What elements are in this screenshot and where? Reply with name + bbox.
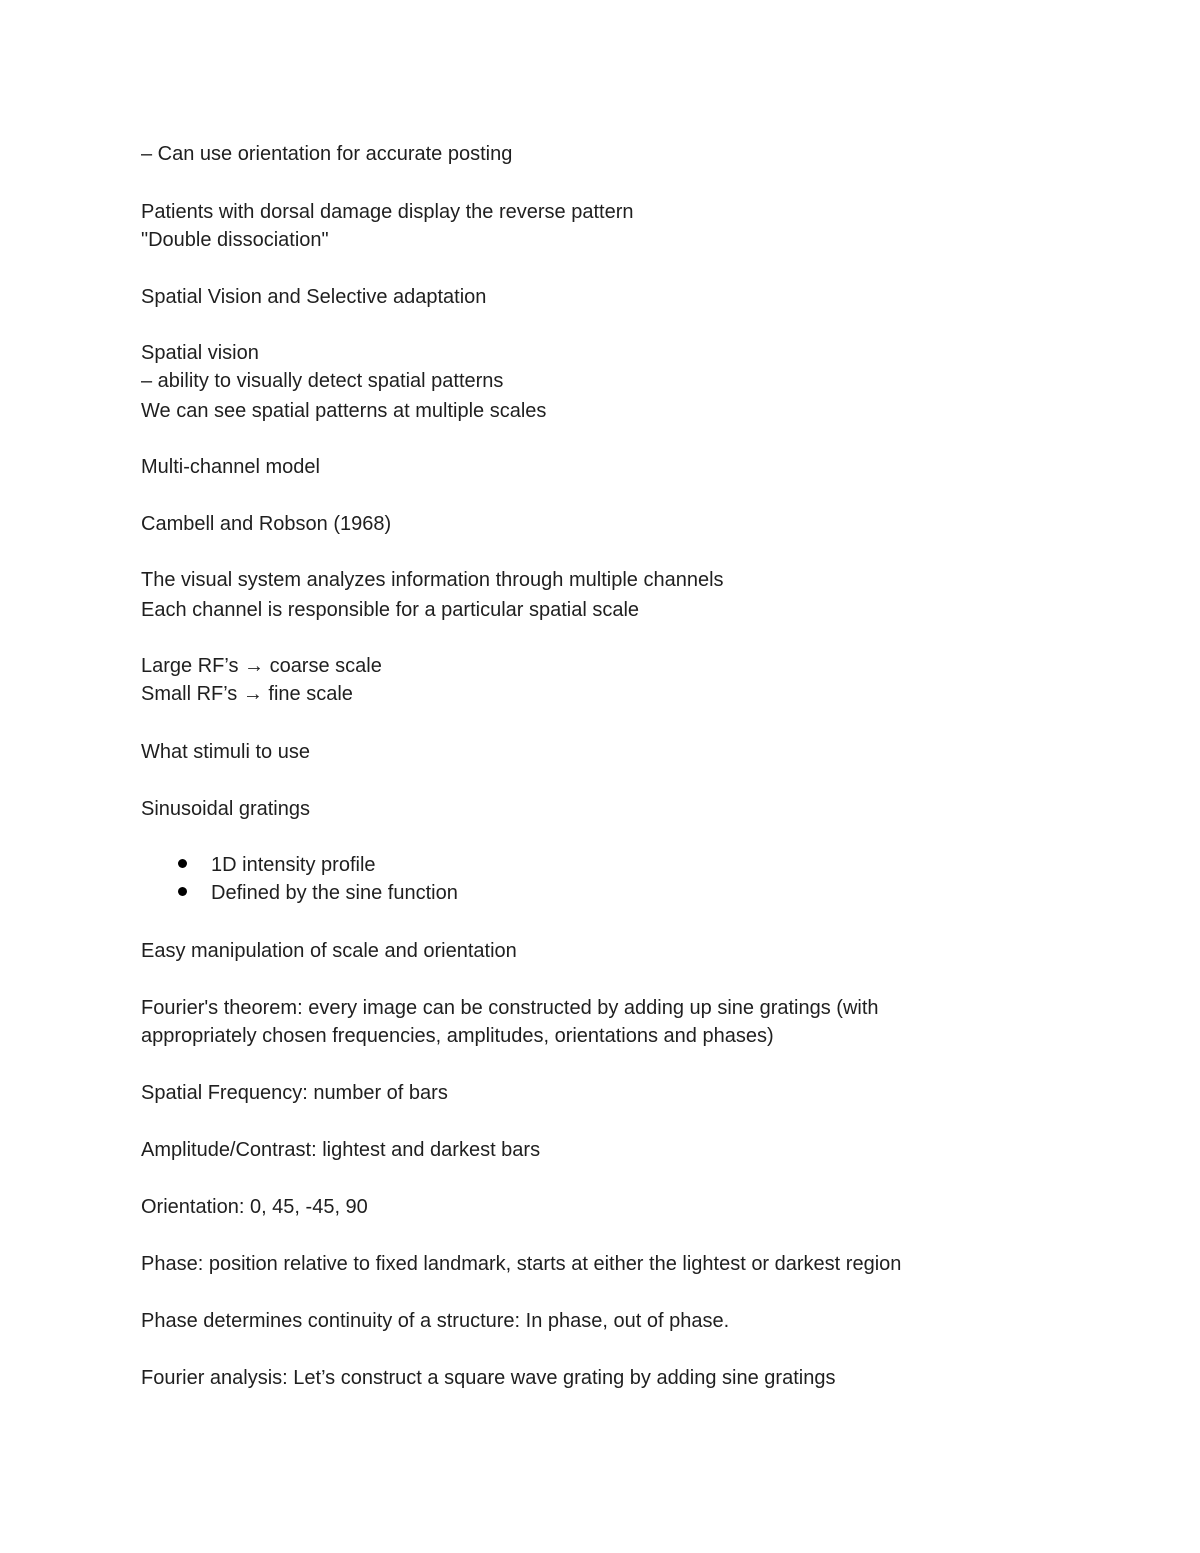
text-line: – Can use orientation for accurate posting [141,143,513,165]
text-line: Spatial Frequency: number of bars [141,1082,448,1104]
text-line: Small RF’s → fine scale [141,683,353,705]
text-line: Multi-channel model [141,456,320,478]
bullet-icon [178,859,187,868]
text-line: Fourier's theorem: every image can be constructed by adding up sine gratings (with [141,997,879,1019]
list-item [178,851,376,879]
text-line: Easy manipulation of scale and orientation [141,940,517,962]
text-line: Large RF’s → coarse scale [141,655,382,677]
text-line: Spatial vision [141,342,259,364]
text-line: Phase determines continuity of a structure: In phase, out of phase. [141,1310,730,1332]
text-line: Each channel is responsible for a particular spatial scale [141,599,640,621]
text-line: "Double dissociation" [141,229,329,251]
list-item-text: Defined by the sine function [211,882,458,904]
text-line: Sinusoidal gratings [141,798,310,820]
text-line: Fourier analysis: Let’s construct a square wave grating by adding sine gratings [141,1367,836,1389]
list-item-text: 1D intensity profile [211,854,376,876]
text-line: appropriately chosen frequencies, amplitudes, orientations and phases) [141,1025,774,1047]
bullet-icon [178,887,187,896]
text-line: We can see spatial patterns at multiple scales [141,400,547,422]
list-item [178,879,458,907]
section-heading: Spatial Vision and Selective adaptation [141,286,487,308]
text-line: Amplitude/Contrast: lightest and darkest bars [141,1139,541,1161]
text-line: Cambell and Robson (1968) [141,513,392,535]
text-line: Patients with dorsal damage display the reverse pattern [141,201,634,223]
text-line: Phase: position relative to fixed landmark, starts at either the lightest or darkest region [141,1253,902,1275]
text-line: What stimuli to use [141,741,310,763]
text-line: The visual system analyzes information through multiple channels [141,569,724,591]
text-line: – ability to visually detect spatial patterns [141,370,504,392]
text-line: Orientation: 0, 45, -45, 90 [141,1196,368,1218]
